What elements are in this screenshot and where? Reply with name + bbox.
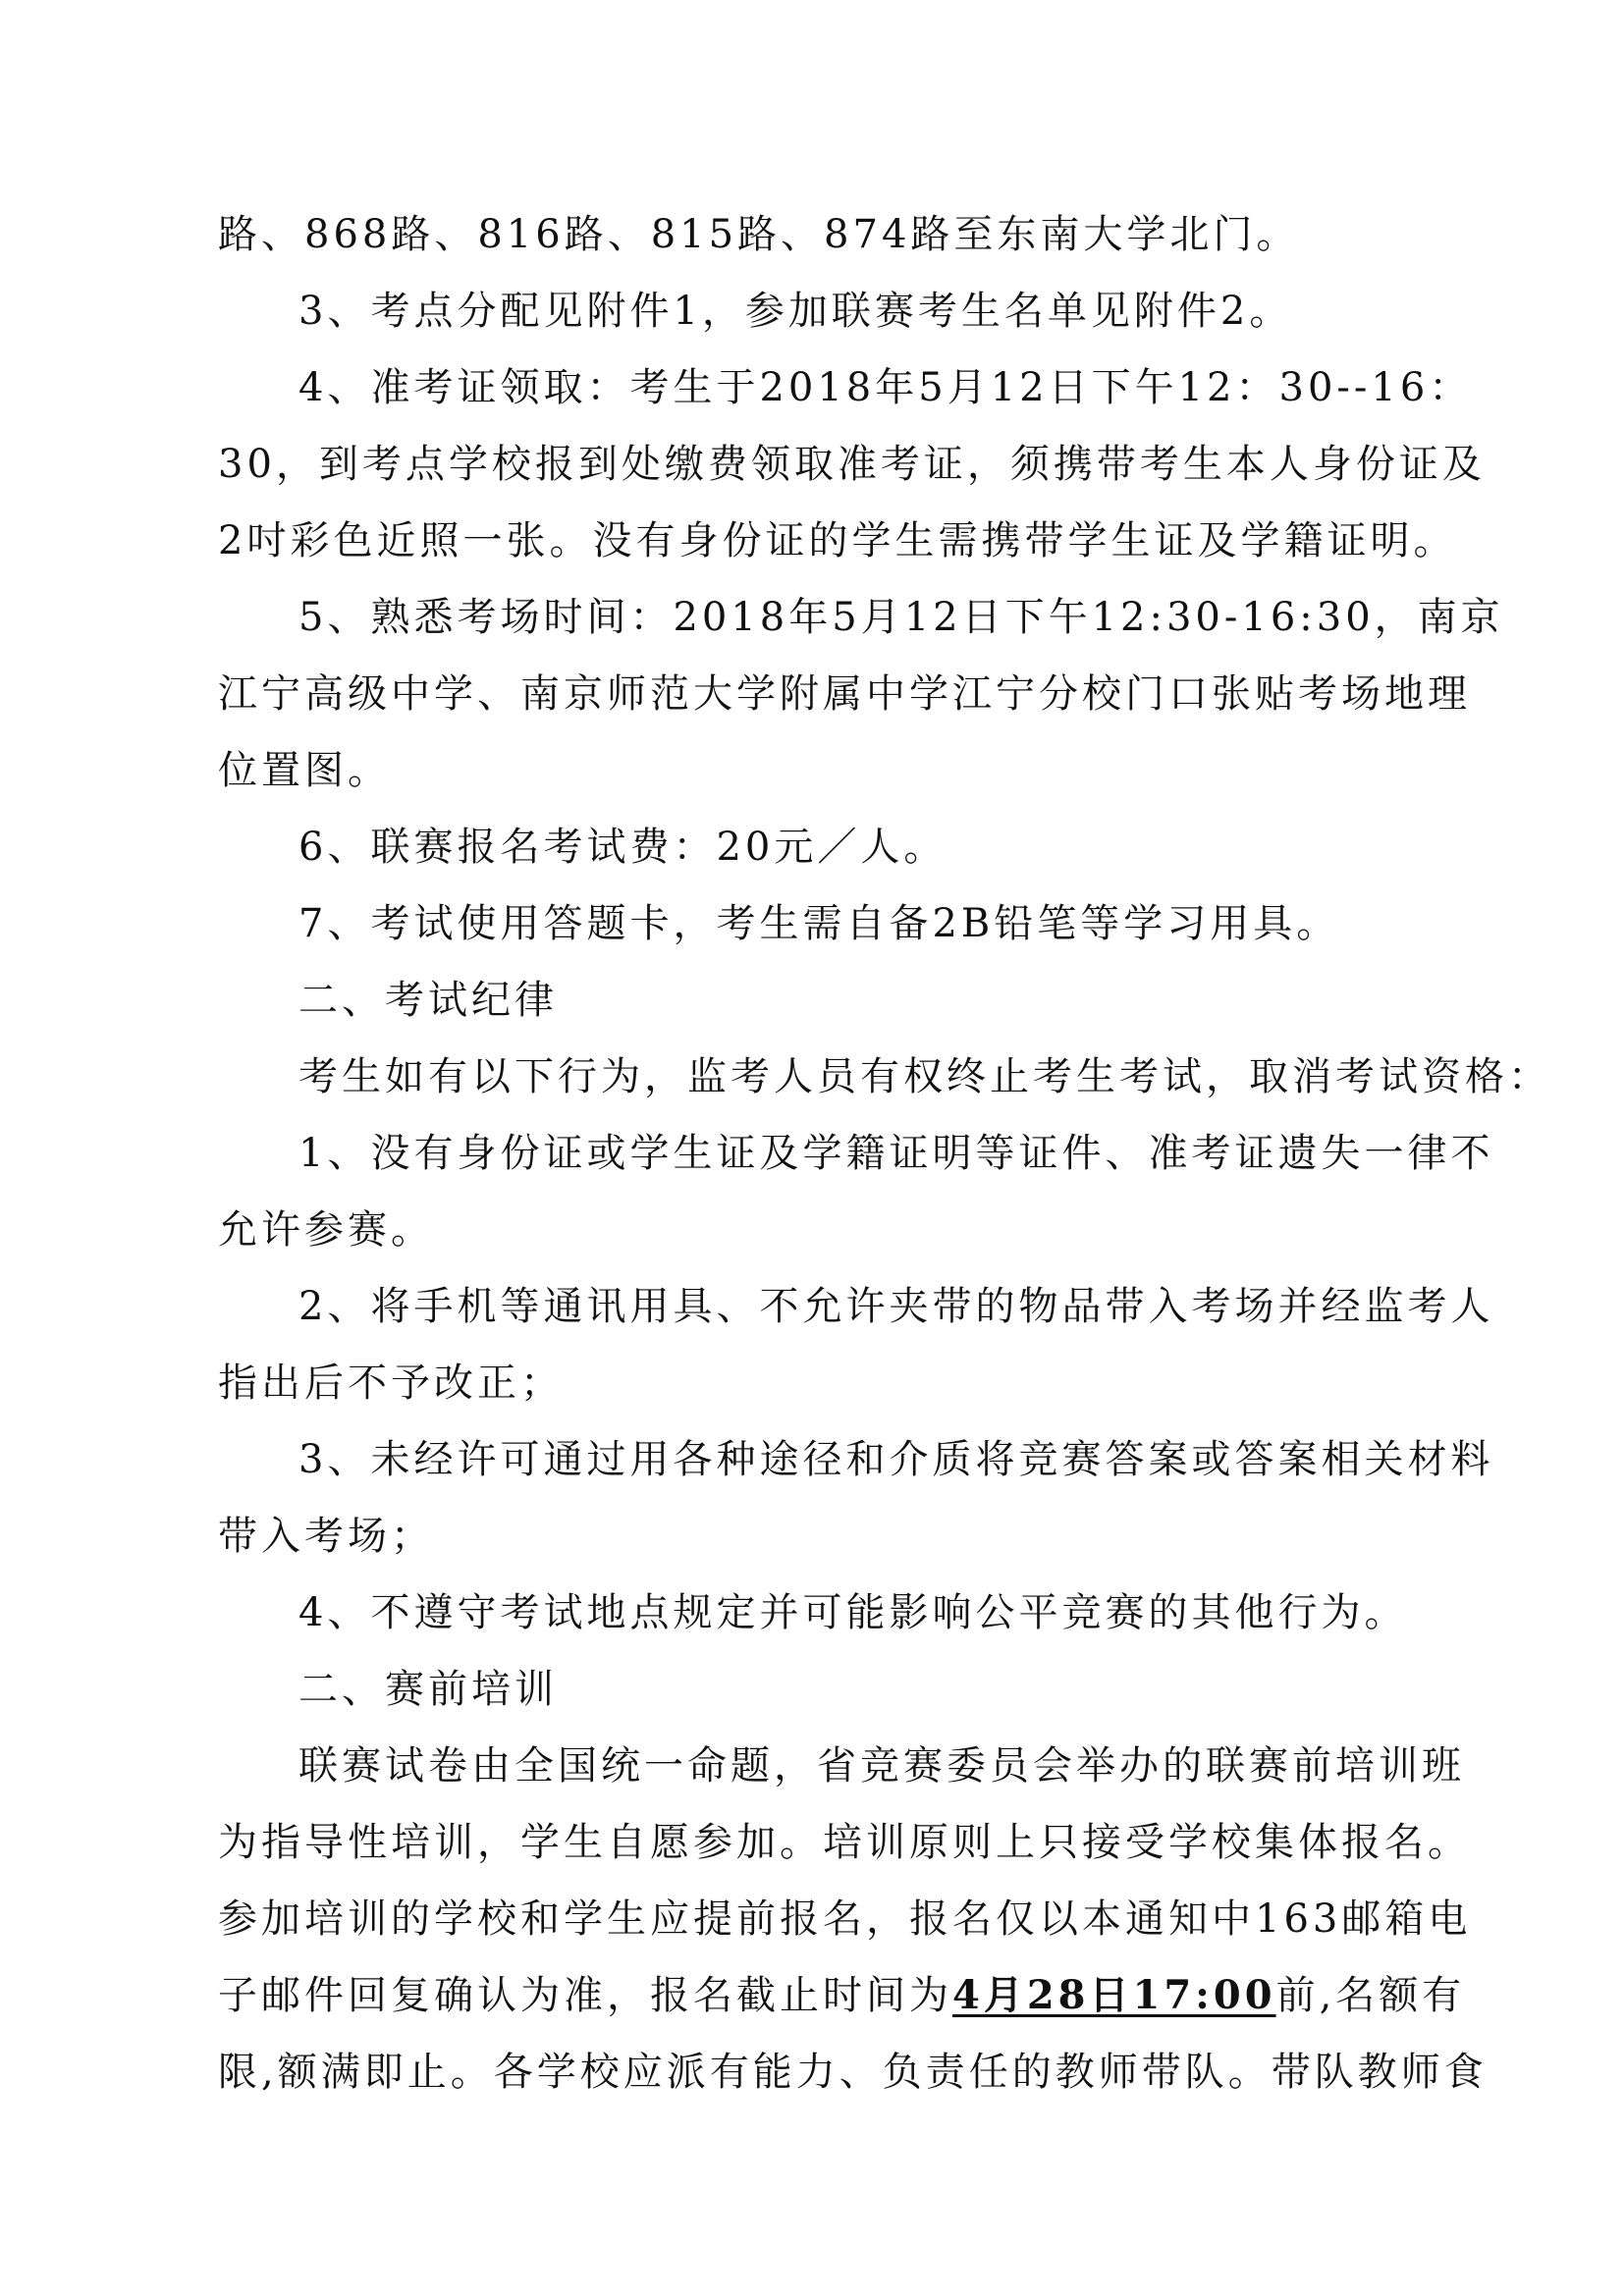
registration-deadline: 4月28日17:00 [952,1972,1276,2018]
text-line: 2吋彩色近照一张。没有身份证的学生需携带学生证及学籍证明。 [218,518,1457,563]
text-line: 4、准考证领取：考生于2018年5月12日下午12：30--16： [298,365,1473,410]
text-line: 考生如有以下行为，监考人员有权终止考生考试，取消考试资格： [298,1054,1551,1099]
text-line: 位置图。 [218,748,391,793]
text-line: 4、不遵守考试地点规定并可能影响公平竞赛的其他行为。 [298,1590,1408,1635]
text-line: 江宁高级中学、南京师范大学附属中学江宁分校门口张贴考场地理 [218,671,1471,717]
section-heading: 二、考试纪律 [298,978,558,1023]
text-line: 路、868路、816路、815路、874路至东南大学北门。 [218,212,1300,257]
text-line: 限,额满即止。各学校应派有能力、负责任的教师带队。带队教师食 [218,2050,1488,2095]
text-line: 允许参赛。 [218,1207,434,1253]
text-line: 3、未经许可通过用各种途径和介质将竞赛答案或答案相关材料 [298,1437,1494,1482]
text-line: 2、将手机等通讯用具、不允许夹带的物品带入考场并经监考人 [298,1284,1494,1329]
text-line: 指出后不予改正； [218,1361,564,1406]
deadline-suffix: 前,名额有 [1275,1973,1466,2018]
text-line: 7、考试使用答题卡，考生需自备2B铅笔等学习用具。 [298,901,1340,946]
text-line: 参加培训的学校和学生应提前报名，报名仅以本通知中163邮箱电 [218,1896,1472,1942]
text-line: 带入考场； [218,1514,434,1559]
deadline-prefix: 子邮件回复确认为准，报名截止时间为 [218,1973,952,2018]
text-line: 6、联赛报名考试费：20元／人。 [298,825,947,870]
text-line: 为指导性培训，学生自愿参加。培训原则上只接受学校集体报名。 [218,1820,1471,1865]
deadline-line [218,1970,1494,2021]
text-line: 30，到考点学校报到处缴费领取准考证，须携带考生本人身份证及 [218,442,1486,487]
text-line: 3、考点分配见附件1，参加联赛考生名单见附件2。 [298,289,1293,334]
text-line: 联赛试卷由全国统一命题，省竞赛委员会举办的联赛前培训班 [298,1743,1465,1789]
section-heading: 二、赛前培训 [298,1667,558,1712]
text-line: 5、熟悉考场时间：2018年5月12日下午12:30-16:30，南京 [298,595,1504,640]
text-line: 1、没有身份证或学生证及学籍证明等证件、准考证遗失一律不 [298,1131,1494,1176]
